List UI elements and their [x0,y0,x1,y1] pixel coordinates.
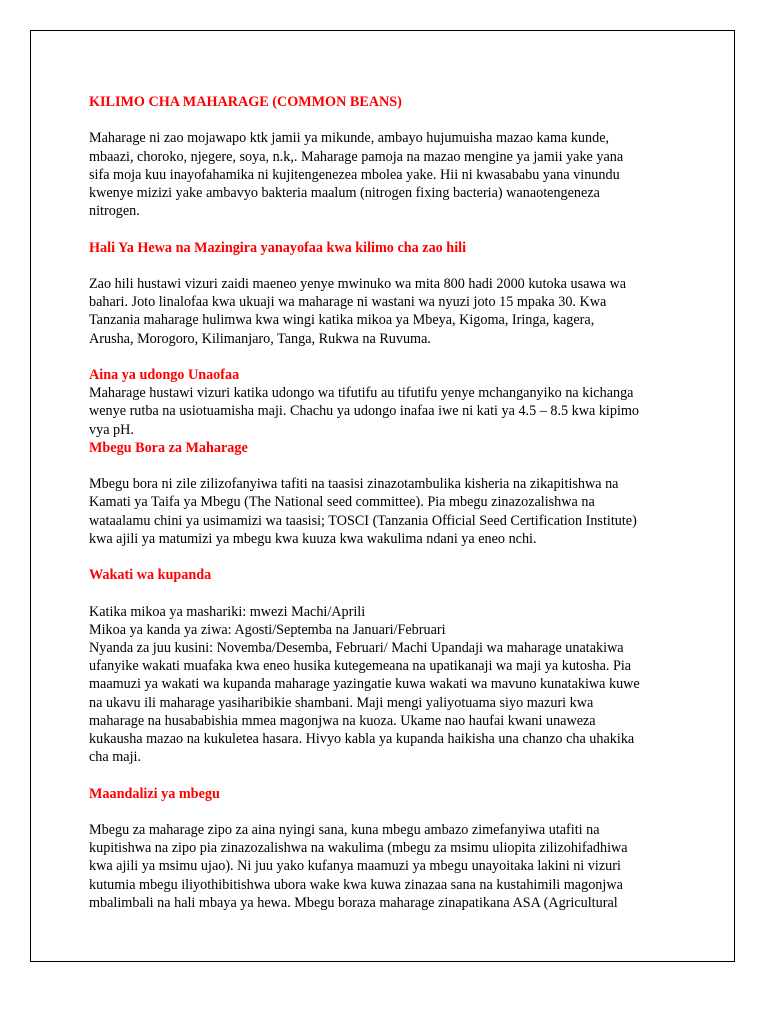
section-heading-climate: Hali Ya Hewa na Mazingira yanayofaa kwa kilimo cha zao hili [89,239,467,256]
text-line: Nyanda za juu kusini: Novemba/Desemba, Februari/ Machi Upandaji wa maharage unatakiwa [89,639,624,656]
section-paragraph-seed-preparation [89,821,675,912]
text-line: wenye rutba na usiotuamisha maji. Chachu ya udongo inafaa iwe ni kati ya 4.5 – 8.5 kwa kipimo [89,403,640,420]
text-line: kwenye mizizi yake ambavyo bakteria maalum (nitrogen fixing bacteria) wanaotengeneza [89,185,600,201]
text-line: nitrogen. [89,203,140,220]
text-line: Zao hili hustawi vizuri zaidi maeneo yenye mwinuko wa mita 800 hadi 2000 kutoka usawa wa [89,275,627,292]
section-paragraph-seeds [89,475,675,548]
document-content [89,93,675,912]
text-line: Mikoa ya kanda ya ziwa: Agosti/Septemba na Januari/Februari [89,621,446,638]
section-heading-planting-time: Wakati wa kupanda [89,567,212,584]
text-line: Tanzania maharage hulimwa kwa wingi katika mikoa ya Mbeya, Kigoma, Iringa, kagera, [89,312,595,329]
section-heading-seed-preparation: Maandalizi ya mbegu [89,785,220,802]
text-line: na ukavu ili maharage yasiharibikie shambani. Maji mengi yaliyotuama siyo mazuri kwa [89,694,594,711]
text-line: Maharage ni zao mojawapo ktk jamii ya mikunde, ambayo hujumuisha mazao kama kunde, [89,130,610,147]
document-title: KILIMO CHA MAHARAGE (COMMON BEANS) [89,94,402,110]
section-paragraph-planting-time [89,603,675,767]
text-line: Arusha, Morogoro, Kilimanjaro, Tanga, Rukwa na Ruvuma. [89,330,431,347]
text-line: kwa ajili ya matumizi ya mbegu kwa kuuza kwa wakulima ndani ya eneo nchi. [89,530,537,547]
text-line: Maharage hustawi vizuri katika udongo wa tifutifu au tifutifu yenye mchanganyiko na kichanga [89,385,634,402]
section-heading-seeds: Mbegu Bora za Maharage [89,439,248,456]
text-line: kwa ajili ya msimu ujao). Ni juu yako kufanya maamuzi ya mbegu unayoitaka lakini ni vizuri [89,858,621,875]
text-line: mbaazi, choroko, njegere, soya, n.k,. Maharage pamoja na mazao mengine ya jamii yake yana [89,148,624,165]
text-line: kupitishwa na zipo pia zinazozalishwa na wakulima (mbegu za msimu uliopita zilizohifadhiwa [89,840,628,857]
text-line: Mbegu bora ni zile zilizofanyiwa tafiti na taasisi zinazotambulika kisheria na zikapitishwa na [89,476,619,493]
text-line: ufanyike wakati muafaka kwa eneo husika kutegemeana na upatikanaji wa maji ya kutosha. Pia [89,658,632,675]
text-line: maamuzi ya wakati wa kupanda maharage yazingatie kuwa wakati wa mavuno kunatakiwa kuwe [89,676,640,693]
text-line: wataalamu chini ya usimamizi wa taasisi; TOSCI (Tanzania Official Seed Certification Institute) [89,512,637,529]
text-line: kutumia mbegu iliyothibitishwa ubora wake kwa kuwa zinazaa sana na kustahimili magonjwa [89,876,623,893]
intro-paragraph [89,129,675,220]
text-line: kukausha mazao na kukuletea hasara. Hivyo kabla ya kupanda haikisha una chanzo cha uhakika [89,731,635,747]
section-heading-soil: Aina ya udongo Unaofaa [89,366,240,383]
section-paragraph-climate [89,275,675,348]
section-paragraph-soil [89,384,675,439]
text-line: maharage na husababishia mmea magonjwa na kuoza. Ukame nao haufai kwani unaweza [89,712,596,729]
text-line: Katika mikoa ya mashariki: mwezi Machi/Aprili [89,603,366,620]
text-line: mbalimbali na hali mbaya ya hewa. Mbegu boraza maharage zinapatikana ASA (Agricultural [89,894,618,911]
text-line: Mbegu za maharage zipo za aina nyingi sana, kuna mbegu ambazo zimefanyiwa utafiti na [89,821,600,838]
text-line: cha maji. [89,749,141,766]
text-line: bahari. Joto linalofaa kwa ukuaji wa maharage ni wastani wa nyuzi joto 15 mpaka 30. Kwa [89,294,607,311]
text-line: sifa moja kuu inayofahamika ni kujitengenezea mbolea yake. Hii ni kwasababu yana vinundu [89,166,620,183]
text-line: vya pH. [89,421,134,438]
text-line: Kamati ya Taifa ya Mbegu (The National seed committee). Pia mbegu zinazozalishwa na [89,494,595,511]
